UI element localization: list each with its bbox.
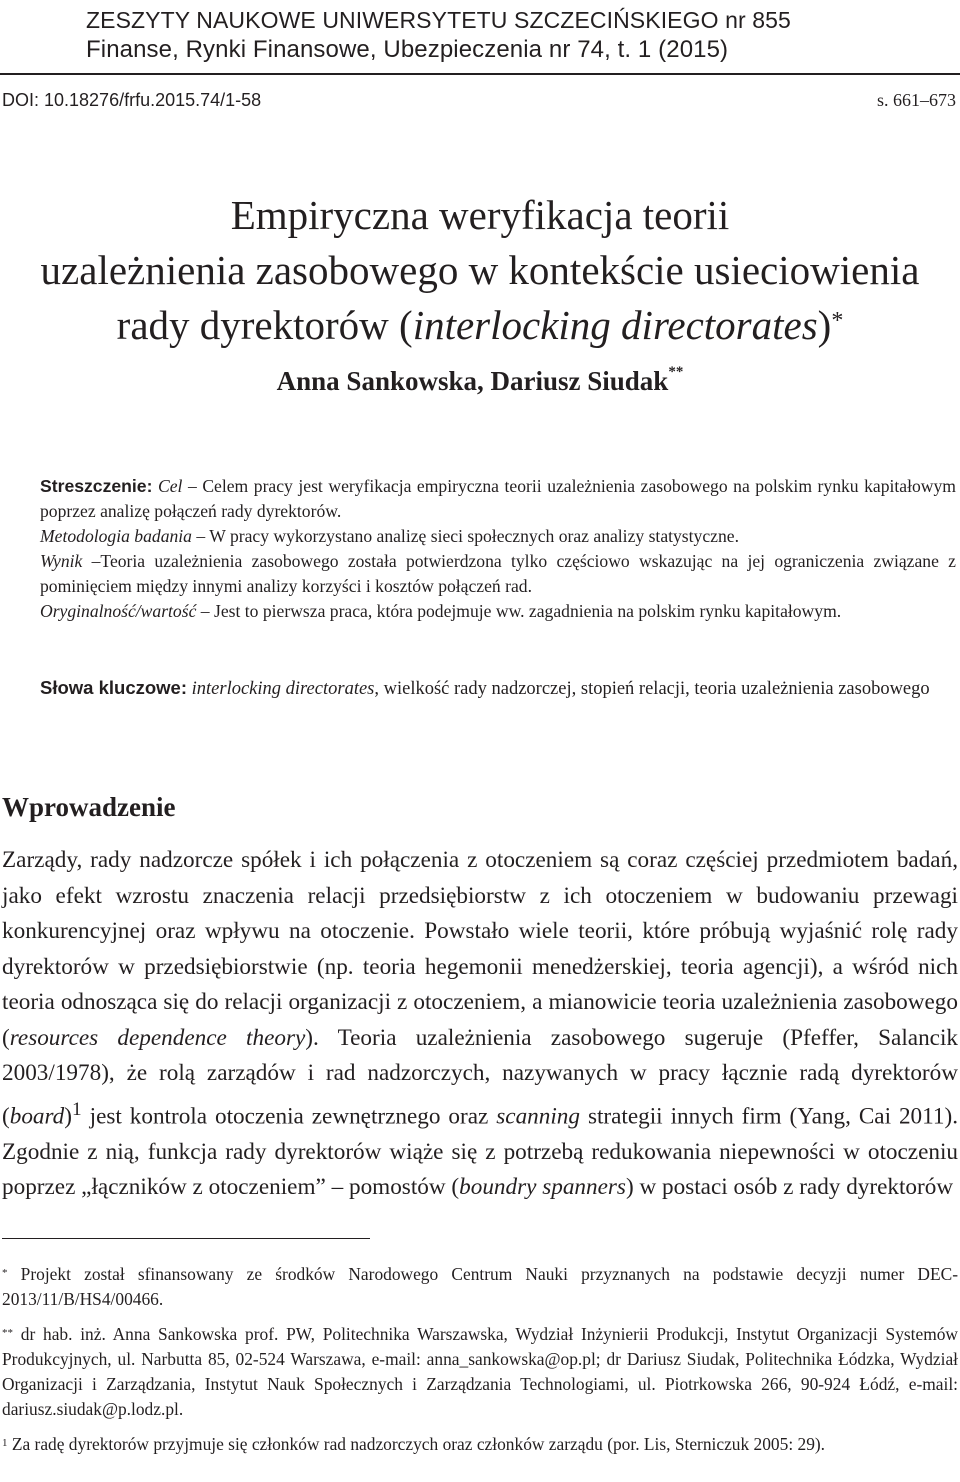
journal-header — [86, 6, 946, 64]
body-term-3: scanning — [496, 1103, 580, 1130]
body-text-2: ). Teoria uzależnienia zasobowego sugeruje (Pfeffer, Salancik 2003/1978), że rolą zarządów i rad nadzorczych, nazywanych w pracy łącznie radą dyrektorów ( — [2, 1024, 958, 1130]
body-text-3: ) — [64, 1103, 73, 1130]
body-text-4: jest kontrola otoczenia zewnętrznego oraz — [81, 1103, 497, 1130]
footnote-rule — [2, 1238, 370, 1239]
keywords-term: interlocking directorates — [191, 679, 375, 699]
author-footnote-marker: ** — [668, 364, 684, 380]
author-line — [0, 366, 960, 397]
originality-text: – Jest to pierwsza praca, która podejmuje ww. zagadnienia na polskim rynku kapitałowym. — [196, 601, 842, 621]
aim-text: – Celem pracy jest weryfikacja empiryczna teorii uzależnienia zasobowego na polskim rynku kapitałowym poprzez analizę połączeń rady dyrektorów. — [40, 476, 956, 521]
journal-name: ZESZYTY NAUKOWE UNIWERSYTETU SZCZECIŃSKIEGO nr 855 — [86, 7, 791, 33]
title-footnote-marker: * — [831, 308, 844, 334]
body-text-5: strategii innych firm (Yang, Cai 2011). Zgodnie z nią, funkcja rady dyrektorów wiąże się z potrzebą redukowania niepewności w otoczeniu poprzez „łączników z otoczeniem” – pomostów ( — [2, 1103, 958, 1201]
header-rule — [0, 73, 960, 75]
journal-series: Finanse, Rynki Finansowe, Ubezpieczenia nr 74, t. 1 (2015) — [86, 36, 729, 63]
abstract-originality — [40, 599, 956, 624]
abstract-label: Streszczenie: — [40, 476, 153, 496]
abstract — [40, 474, 956, 624]
doi: DOI: 10.18276/frfu.2015.74/1-58 — [2, 90, 262, 110]
keywords-label: Słowa kluczowe: — [40, 677, 188, 698]
body-term-1: resources dependence theory — [9, 1024, 306, 1051]
footnote-text: Za radę dyrektorów przyjmuje się członków rad nadzorczych oraz członków zarządu (por. Lis, Sterniczuk 2005: 29). — [7, 1434, 826, 1454]
methodology-text: – W pracy wykorzystano analizę sieci społecznych oraz analizy statystyczne. — [191, 526, 739, 546]
title-term: interlocking directorates — [412, 302, 818, 348]
abstract-result — [40, 549, 956, 599]
aim-label: Cel — [158, 476, 183, 496]
title-line-1: Empiryczna weryfikacja teorii — [230, 192, 730, 238]
section-heading: Wprowadzenie — [2, 792, 176, 822]
body-text-6: ) w postaci osób z rady dyrektorów — [625, 1174, 954, 1201]
footnote-marker: ** — [2, 1327, 13, 1339]
footnote-ref-1: 1 — [72, 1098, 82, 1120]
paper-title — [0, 188, 960, 353]
footnote-marker: * — [2, 1267, 8, 1279]
author-names: Anna Sankowska, Dariusz Siudak — [276, 366, 669, 396]
body-term-2: board — [9, 1103, 65, 1130]
body-term-4: boundry spanners — [459, 1174, 626, 1201]
footnote-marker: 1 — [2, 1437, 8, 1449]
result-text: –Teoria uzależnienia zasobowego została potwierdzona tylko częściowo wskazując na jej ograniczenia związane z pominięciem między innymi analizy korzyści i kosztów połączeń rad. — [40, 551, 956, 596]
title-line-3-end: ) — [817, 302, 832, 348]
footnote-1 — [2, 1432, 958, 1457]
title-line-3-start: rady dyrektorów ( — [116, 302, 413, 348]
footnote-text: Projekt został sfinansowany ze środków Narodowego Centrum Nauki przyznanych na podstawie decyzji numer DEC-2013/11/B/HS4/00466. — [2, 1264, 958, 1309]
page-range: s. 661–673 — [876, 90, 956, 110]
body-paragraph — [2, 843, 958, 1206]
methodology-label: Metodologia badania — [40, 526, 192, 546]
footnote-funding — [2, 1262, 958, 1312]
originality-label: Oryginalność/wartość — [40, 601, 197, 621]
abstract-aim — [40, 474, 956, 524]
footnote-authors — [2, 1322, 958, 1422]
abstract-methodology — [40, 524, 956, 549]
title-line-2: uzależnienia zasobowego w kontekście usieciowienia — [40, 247, 920, 293]
title-line-3 — [0, 298, 960, 353]
keywords — [40, 675, 956, 702]
body-text-1: Zarządy, rady nadzorcze spółek i ich połączenia z otoczeniem są coraz częściej przedmiotem badań, jako efekt wzrostu znaczenia relacji przedsiębiorstw z ich otoczeniem w budowaniu przewagi konkurencyjnej oraz wpływu na otoczenie. Powstało wiele teorii, które próbują wyjaśnić rolę rady dyrektorów w przedsiębiorstwie (np. teoria hegemonii menedżerskiej, teoria agencji), a wśród nich teoria odnosząca się do relacji organizacji z otoczeniem, a mianowicie teoria uzależnienia zasobowego ( — [2, 847, 958, 1051]
footnote-text: dr hab. inż. Anna Sankowska prof. PW, Politechnika Warszawska, Wydział Inżynierii Produkcji, Instytut Organizacji Systemów Produkcyjnych, ul. Narbutta 85, 02-524 Warszawa, e-mail: anna_sankowska@op.pl; dr Dariusz Siudak, Politechnika Łódzka, Wydział Organizacji i Zarządzania, Instytut Nauk Społecznych i Zarządzania Technologiami, ul. Piotrkowska 266, 90-924 Łódź, e-mail: dariusz.siudak@p.lodz.pl. — [2, 1324, 958, 1419]
result-label: Wynik — [40, 551, 83, 571]
keywords-text: , wielkość rady nadzorczej, stopień relacji, teoria uzależnienia zasobowego — [374, 679, 930, 699]
